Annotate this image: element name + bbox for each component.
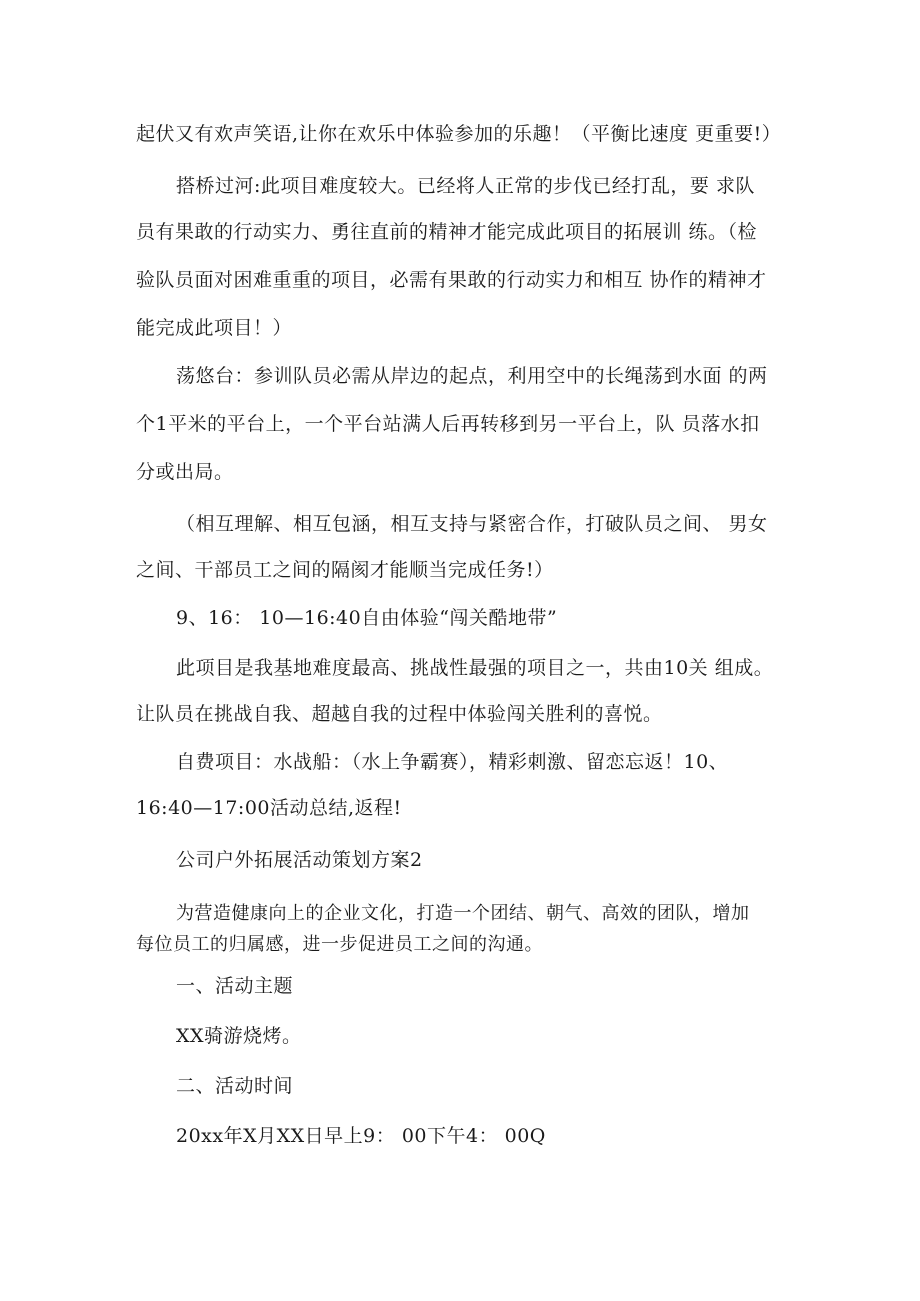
- paragraph-line: 为营造健康向上的企业文化，打造一个团结、朝气、高效的团队，增加: [176, 903, 750, 924]
- paragraph-line: 20xx年X月XX日早上9： 00下午4： 00Q: [176, 1125, 546, 1147]
- paragraph-line: 此项目是我基地难度最高、挑战性最强的项目之一，共由10关 组成。: [176, 657, 774, 679]
- paragraph-line: 之间、干部员工之间的隔阂才能顺当完成任务!）: [136, 559, 554, 581]
- section-heading: 二、活动时间: [176, 1075, 294, 1097]
- paragraph-line: （相互理解、相互包涵，相互支持与紧密合作，打破队员之间、 男女: [176, 513, 768, 535]
- paragraph-line: 员有果敢的行动实力、勇往直前的精神才能完成此项目的拓展训 练。（检: [136, 221, 758, 243]
- paragraph-line: 能完成此项目！）: [136, 317, 293, 339]
- paragraph-line: 个1平米的平台上，一个平台站满人后再转移到另一平台上，队 员落水扣: [136, 413, 760, 435]
- paragraph-line: 自费项目：水战船：（水上争霸赛），精彩刺激、留恋忘返！10、: [176, 751, 729, 773]
- paragraph-line: 验队员面对困难重重的项目，必需有果敢的行动实力和相互 协作的精神才: [136, 269, 767, 291]
- paragraph-line: 荡悠台：参训队员必需从岸边的起点，利用空中的长绳荡到水面 的两: [176, 365, 768, 387]
- section-title: 公司户外拓展活动策划方案2: [176, 849, 423, 871]
- paragraph-line: 搭桥过河:此项目难度较大。已经将人正常的步伐已经打乱，要 求队: [176, 175, 755, 197]
- paragraph-line: 让队员在挑战自我、超越自我的过程中体验闯关胜利的喜悦。: [136, 703, 663, 725]
- paragraph-line: 每位员工的归属感，进一步促进员工之间的沟通。: [136, 934, 543, 955]
- schedule-item: 9、16： 10—16:40自由体验“闯关酷地带”: [176, 607, 558, 629]
- schedule-item: 16:40—17:00活动总结,返程!: [136, 797, 402, 819]
- paragraph-line: 分或出局。: [136, 461, 234, 483]
- paragraph-line: 起伏又有欢声笑语,让你在欢乐中体验参加的乐趣！（平衡比速度 更重要!）: [136, 123, 782, 145]
- section-heading: 一、活动主题: [176, 975, 294, 997]
- paragraph-line: XX骑游烧烤。: [176, 1025, 302, 1047]
